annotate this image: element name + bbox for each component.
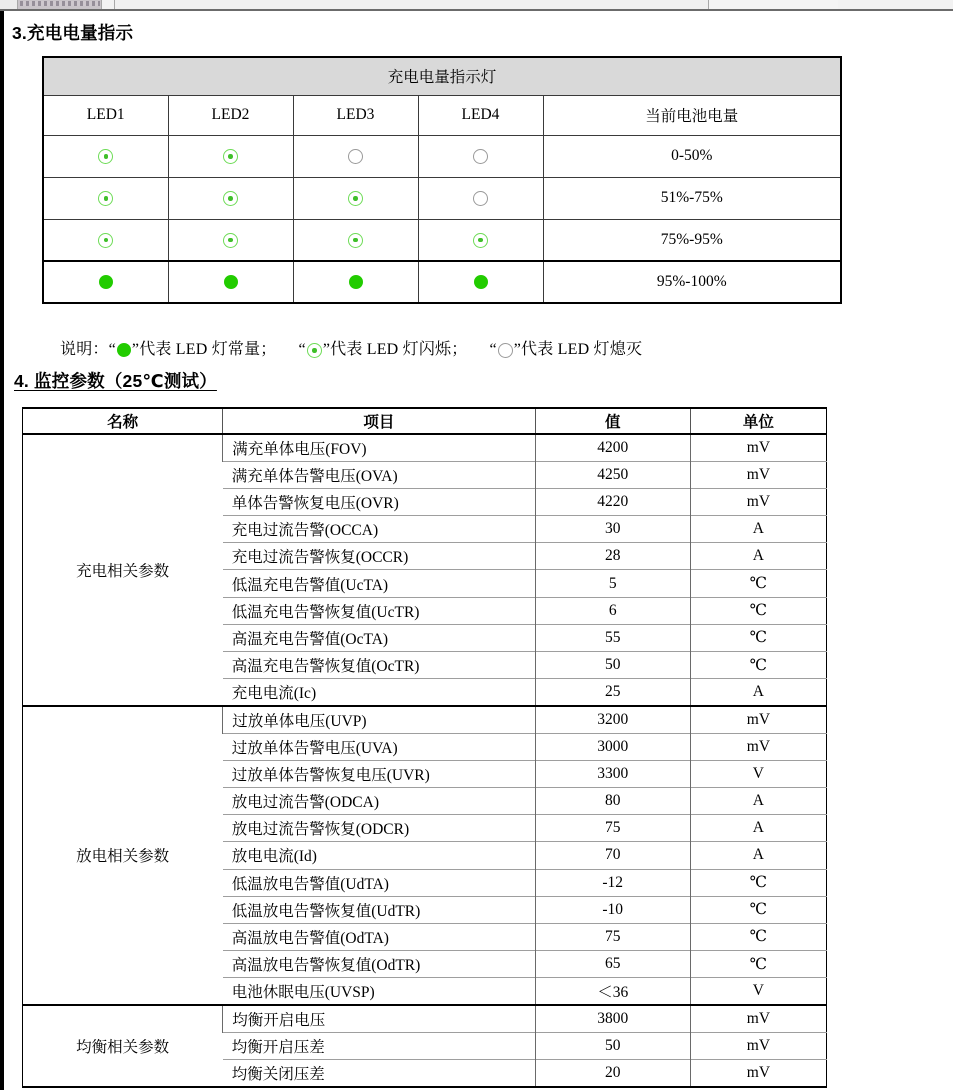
param-item-name: 过放单体电压(UVP) <box>223 706 535 733</box>
param-value: -10 <box>535 896 690 923</box>
param-value: 55 <box>535 624 690 651</box>
param-unit: mV <box>690 434 826 461</box>
document-page <box>4 11 953 1090</box>
led-blink-icon <box>98 149 113 164</box>
param-unit: mV <box>690 733 826 760</box>
param-unit: mV <box>690 488 826 515</box>
led-state-cell <box>43 261 168 303</box>
led-blink-icon <box>98 191 113 206</box>
led-state-cell <box>43 219 168 261</box>
legend-blink-text: ”代表 LED 灯闪烁； <box>322 341 468 358</box>
param-table-header-row <box>23 408 827 434</box>
param-value: 4200 <box>535 434 690 461</box>
legend-prefix: 说明：“ <box>60 341 116 358</box>
param-unit: A <box>690 815 826 842</box>
param-item-name: 高温放电告警恢复值(OdTR) <box>223 951 535 978</box>
param-col-header-unit: 单位 <box>690 408 826 434</box>
led-blink-icon <box>98 233 113 248</box>
led-state-cell <box>293 261 418 303</box>
led-state-cell <box>168 219 293 261</box>
led-col-header-led3: LED3 <box>293 95 418 135</box>
param-value: -12 <box>535 869 690 896</box>
battery-capacity-value: 75%-95% <box>543 219 841 261</box>
param-value: 5 <box>535 570 690 597</box>
param-item-name: 充电过流告警恢复(OCCR) <box>223 543 535 570</box>
param-unit: ℃ <box>690 869 826 896</box>
led-on-icon <box>349 275 363 289</box>
legend-blink-open-quote: “ <box>298 341 306 358</box>
led-table-header-row <box>43 95 841 135</box>
param-unit: ℃ <box>690 597 826 624</box>
monitoring-parameters-table <box>22 407 827 1088</box>
led-blink-icon <box>473 233 488 248</box>
battery-capacity-value: 51%-75% <box>543 177 841 219</box>
param-col-header-name: 名称 <box>23 408 223 434</box>
param-unit: mV <box>690 1005 826 1032</box>
param-unit: ℃ <box>690 896 826 923</box>
table-row <box>43 177 841 219</box>
param-unit: mV <box>690 706 826 733</box>
table-row <box>43 261 841 303</box>
param-item-name: 低温放电告警恢复值(UdTR) <box>223 896 535 923</box>
led-blink-icon <box>223 149 238 164</box>
param-unit: A <box>690 543 826 570</box>
param-item-name: 电池休眠电压(UVSP) <box>223 978 535 1005</box>
param-unit: V <box>690 978 826 1005</box>
param-unit: A <box>690 787 826 814</box>
table-row <box>23 706 827 733</box>
param-value: 4250 <box>535 461 690 488</box>
param-item-name: 单体告警恢复电压(OVR) <box>223 488 535 515</box>
led-on-icon <box>474 275 488 289</box>
led-off-icon <box>473 191 488 206</box>
param-item-name: 满充单体电压(FOV) <box>223 434 535 461</box>
param-value: 3200 <box>535 706 690 733</box>
param-unit: A <box>690 516 826 543</box>
param-table-body <box>23 434 827 1087</box>
param-value: 4220 <box>535 488 690 515</box>
param-value: 50 <box>535 652 690 679</box>
param-unit: A <box>690 842 826 869</box>
param-item-name: 低温充电告警恢复值(UcTR) <box>223 597 535 624</box>
legend-off-open-quote: “ <box>489 341 497 358</box>
param-item-name: 高温充电告警值(OcTA) <box>223 624 535 651</box>
param-col-header-item: 项目 <box>223 408 535 434</box>
param-unit: mV <box>690 1032 826 1059</box>
battery-capacity-value: 95%-100% <box>543 261 841 303</box>
led-table-title-row <box>43 57 841 95</box>
param-value: 30 <box>535 516 690 543</box>
toolbar-right-area[interactable] <box>709 0 838 9</box>
section-4-heading: 4. 监控参数（25℃测试） <box>14 371 217 391</box>
param-item-name: 低温放电告警值(UdTA) <box>223 869 535 896</box>
led-blink-icon <box>223 191 238 206</box>
led-on-icon <box>224 275 238 289</box>
legend-off-text: ”代表 LED 灯熄灭 <box>513 341 643 358</box>
led-state-cell <box>418 135 543 177</box>
led-state-cell <box>168 261 293 303</box>
param-unit: A <box>690 679 826 706</box>
param-item-name: 均衡关闭压差 <box>223 1059 535 1086</box>
legend-segment-blink <box>299 341 468 358</box>
led-state-cell <box>418 219 543 261</box>
param-value: 3300 <box>535 760 690 787</box>
toolbar-cell-left <box>0 0 18 9</box>
led-blink-icon <box>307 343 322 358</box>
led-state-cell <box>418 261 543 303</box>
table-row <box>23 1005 827 1032</box>
app-toolbar-strip <box>0 0 953 11</box>
led-state-cell <box>43 135 168 177</box>
param-unit: ℃ <box>690 570 826 597</box>
led-on-icon <box>99 275 113 289</box>
led-blink-icon <box>348 233 363 248</box>
param-item-name: 充电过流告警(OCCA) <box>223 516 535 543</box>
param-value: 6 <box>535 597 690 624</box>
led-state-cell <box>293 135 418 177</box>
led-state-cell <box>293 177 418 219</box>
legend-segment-on <box>60 341 277 358</box>
param-col-header-value: 值 <box>535 408 690 434</box>
led-col-header-capacity: 当前电池电量 <box>543 95 841 135</box>
charge-level-indicator-table <box>42 56 842 304</box>
toolbar-cell-gap <box>102 0 115 9</box>
table-row <box>43 219 841 261</box>
param-value: 70 <box>535 842 690 869</box>
led-state-cell <box>43 177 168 219</box>
led-state-cell <box>168 135 293 177</box>
param-value: 50 <box>535 1032 690 1059</box>
param-group-name: 充电相关参数 <box>76 562 170 580</box>
param-unit: mV <box>690 1059 826 1086</box>
param-value: 75 <box>535 815 690 842</box>
legend-on-text: ”代表 LED 灯常量； <box>131 341 277 358</box>
led-legend <box>60 336 664 359</box>
param-item-name: 放电电流(Id) <box>223 842 535 869</box>
led-col-header-led2: LED2 <box>168 95 293 135</box>
led-blink-icon <box>223 233 238 248</box>
led-on-icon <box>117 343 131 357</box>
led-state-cell <box>293 219 418 261</box>
param-unit: V <box>690 760 826 787</box>
led-state-cell <box>418 177 543 219</box>
param-value: 3800 <box>535 1005 690 1032</box>
param-item-name: 低温充电告警值(UcTA) <box>223 570 535 597</box>
led-col-header-led4: LED4 <box>418 95 543 135</box>
led-col-header-led1: LED1 <box>43 95 168 135</box>
toolbar-address-area[interactable] <box>115 0 709 9</box>
param-item-name: 充电电流(Ic) <box>223 679 535 706</box>
param-value: 3000 <box>535 733 690 760</box>
led-table-title: 充电电量指示灯 <box>43 57 841 95</box>
led-off-icon <box>473 149 488 164</box>
param-item-name: 满充单体告警电压(OVA) <box>223 461 535 488</box>
param-item-name: 均衡开启电压 <box>223 1005 535 1032</box>
param-value: 65 <box>535 951 690 978</box>
battery-capacity-value: 0-50% <box>543 135 841 177</box>
led-off-icon <box>498 343 513 358</box>
param-item-name: 放电过流告警恢复(ODCR) <box>223 815 535 842</box>
param-unit: ℃ <box>690 951 826 978</box>
param-group-name: 均衡相关参数 <box>23 1005 223 1087</box>
param-unit: mV <box>690 461 826 488</box>
toolbar-active-tab[interactable] <box>18 0 102 9</box>
param-value: 20 <box>535 1059 690 1086</box>
param-group-name: 放电相关参数 <box>23 706 223 1005</box>
param-item-name: 均衡开启压差 <box>223 1032 535 1059</box>
section-3-heading: 3.充电电量指示 <box>12 23 134 43</box>
param-item-name: 高温充电告警恢复值(OcTR) <box>223 652 535 679</box>
param-item-name: 高温放电告警值(OdTA) <box>223 923 535 950</box>
param-value: 75 <box>535 923 690 950</box>
led-state-cell <box>168 177 293 219</box>
led-off-icon <box>348 149 363 164</box>
param-item-name: 过放单体告警恢复电压(UVR) <box>223 760 535 787</box>
param-value: 28 <box>535 543 690 570</box>
legend-segment-off <box>489 341 642 358</box>
table-row <box>43 135 841 177</box>
param-value: 25 <box>535 679 690 706</box>
param-unit: ℃ <box>690 923 826 950</box>
param-unit: ℃ <box>690 652 826 679</box>
table-row <box>23 434 827 461</box>
led-blink-icon <box>348 191 363 206</box>
param-item-name: 过放单体告警电压(UVA) <box>223 733 535 760</box>
param-item-name: 放电过流告警(ODCA) <box>223 787 535 814</box>
param-value: ＜36 <box>535 978 690 1005</box>
param-value: 80 <box>535 787 690 814</box>
param-unit: ℃ <box>690 624 826 651</box>
